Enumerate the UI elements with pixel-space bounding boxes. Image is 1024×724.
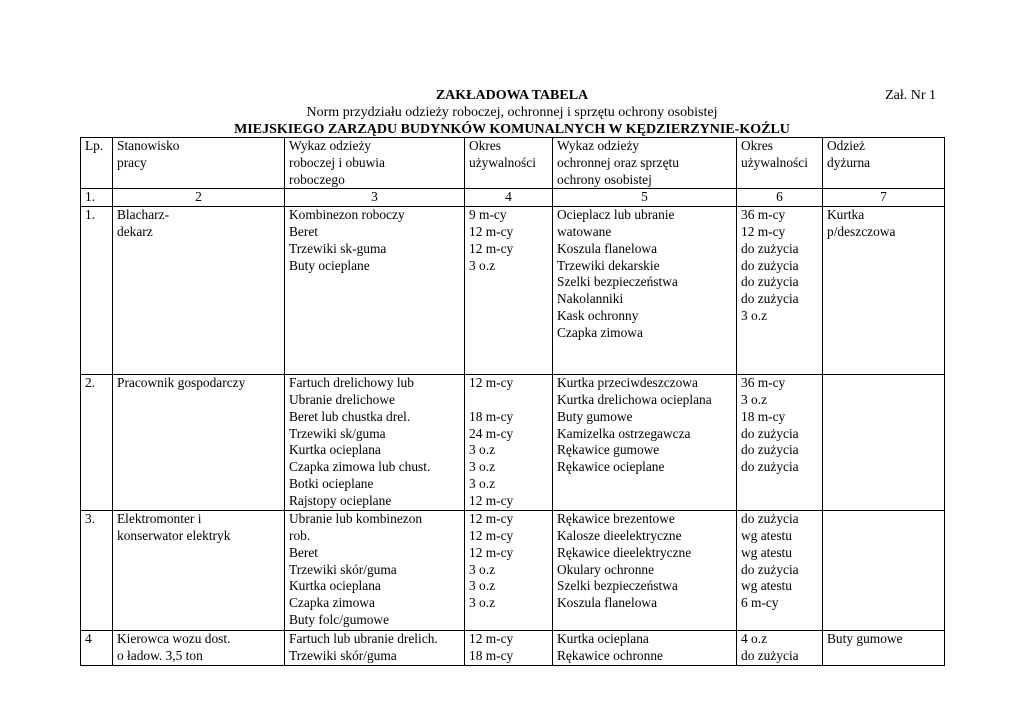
column-header-position-line: Stanowisko — [117, 138, 180, 153]
column-header-work-period-line: Okres — [469, 138, 501, 153]
column-header-lp-line: Lp. — [85, 138, 104, 153]
cell-protective-line: Szelki bezpieczeństwa — [557, 578, 678, 594]
cell-protective-line: Szelki bezpieczeństwa — [557, 274, 678, 290]
cell-protective-line: Okulary ochronne — [557, 561, 655, 577]
cell-protective-line: Rękawice ocieplane — [557, 459, 665, 475]
cell-protective-period-line: do zużycia — [741, 240, 799, 256]
cell-work-clothing-line: Rajstopy ocieplane — [289, 492, 392, 508]
cell-work-period-line: 12 m-cy — [469, 492, 514, 508]
cell-duty-line: Buty gumowe — [827, 631, 903, 647]
table-row — [81, 375, 945, 511]
cell-work-clothing-line: Beret — [289, 223, 318, 239]
cell-work-clothing-line: Kombinezon roboczy — [289, 207, 405, 223]
cell-work-clothing-line: Botki ocieplane — [289, 475, 374, 491]
cell-work-period-line: 3 o.z — [469, 257, 496, 273]
cell-lp-line: 3. — [85, 511, 96, 527]
column-header-protective-line: ochrony osobistej — [557, 171, 652, 187]
cell-protective — [553, 375, 737, 511]
cell-protective — [553, 511, 737, 631]
cell-position — [113, 207, 285, 375]
cell-protective-period-line: do zużycia — [741, 291, 799, 307]
column-header-protective — [553, 138, 737, 189]
cell-work-clothing-line: Beret lub chustka drel. — [289, 408, 411, 424]
cell-protective — [553, 631, 737, 666]
cell-work-clothing-line: Ubranie drelichowe — [289, 391, 395, 407]
cell-protective-period-line: 4 o.z — [741, 631, 768, 647]
cell-work-clothing — [285, 375, 465, 511]
cell-protective-period-line: do zużycia — [741, 257, 799, 273]
cell-lp-line: 4 — [85, 631, 92, 647]
cell-position-line: Pracownik gospodarczy — [117, 375, 246, 391]
cell-position — [113, 511, 285, 631]
cell-protective-period-line: wg atestu — [741, 578, 792, 594]
cell-work-period-line: 9 m-cy — [469, 207, 507, 223]
cell-protective-line: Kurtka ocieplana — [557, 631, 649, 647]
cell-work-clothing-line: rob. — [289, 527, 311, 543]
column-header-duty-line: Odzież — [827, 138, 865, 153]
cell-work-period-line: 3 o.z — [469, 459, 496, 475]
column-header-position — [113, 138, 285, 189]
cell-lp — [81, 375, 113, 511]
column-header-lp — [81, 138, 113, 189]
cell-work-clothing-line: Buty ocieplane — [289, 257, 370, 273]
column-number: 3 — [285, 189, 465, 207]
cell-work-clothing-line: Fartuch drelichowy lub — [289, 375, 414, 391]
column-header-work-clothing-line: roboczego — [289, 171, 345, 187]
cell-duty-line: p/deszczowa — [827, 223, 896, 239]
cell-work-period-line: 12 m-cy — [469, 375, 514, 391]
cell-lp-line: 2. — [85, 375, 96, 391]
cell-work-period-line: 3 o.z — [469, 561, 496, 577]
column-number: 4 — [465, 189, 553, 207]
table-row — [81, 511, 945, 631]
cell-protective-period-line: do zużycia — [741, 442, 799, 458]
column-number: 1. — [81, 189, 113, 207]
cell-protective-line: Nakolanniki — [557, 291, 624, 307]
cell-protective-line: Trzewiki dekarskie — [557, 257, 660, 273]
cell-protective-line: Kalosze dieelektryczne — [557, 527, 682, 543]
cell-work-period-line: 12 m-cy — [469, 240, 514, 256]
cell-protective-period-line: wg atestu — [741, 544, 792, 560]
cell-work-period — [465, 631, 553, 666]
table-row — [81, 631, 945, 666]
column-header-work-period — [465, 138, 553, 189]
cell-position-line: dekarz — [117, 223, 153, 239]
cell-work-period-line: 12 m-cy — [469, 544, 514, 560]
cell-protective-period — [737, 631, 823, 666]
cell-work-period-line: 12 m-cy — [469, 223, 514, 239]
cell-work-clothing-line: Trzewiki skór/guma — [289, 561, 397, 577]
cell-protective-period — [737, 375, 823, 511]
cell-duty — [823, 207, 945, 375]
cell-work-period-line — [469, 392, 548, 409]
cell-work-period-line: 24 m-cy — [469, 425, 514, 441]
cell-work-period-line: 3 o.z — [469, 578, 496, 594]
cell-protective-period-line: do zużycia — [741, 274, 799, 290]
column-header-protective-line: Wykaz odzieży — [557, 138, 640, 153]
cell-work-period-line: 3 o.z — [469, 442, 496, 458]
column-number: 2 — [113, 189, 285, 207]
cell-protective-period-line: 3 o.z — [741, 307, 768, 323]
cell-work-clothing-line: Beret — [289, 544, 318, 560]
cell-work-period-line: 12 m-cy — [469, 527, 514, 543]
column-header-work-period-line: używalności — [469, 154, 536, 170]
cell-protective-period-line: do zużycia — [741, 425, 799, 441]
cell-duty — [823, 511, 945, 631]
cell-protective-line: Kamizelka ostrzegawcza — [557, 425, 691, 441]
cell-protective-period-line: 36 m-cy — [741, 207, 786, 223]
cell-duty — [823, 375, 945, 511]
column-number-row — [81, 189, 945, 207]
column-header-protective-period-line: Okres — [741, 138, 773, 153]
cell-work-period — [465, 207, 553, 375]
cell-work-clothing-line: Czapka zimowa lub chust. — [289, 459, 431, 475]
cell-protective-line: Kask ochronny — [557, 307, 639, 323]
cell-protective — [553, 207, 737, 375]
cell-protective-line: Koszula flanelowa — [557, 240, 658, 256]
cell-position-line: Elektromonter i — [117, 511, 202, 527]
cell-protective-line: Buty gumowe — [557, 408, 633, 424]
cell-position-line: o ładow. 3,5 ton — [117, 647, 203, 663]
cell-work-period — [465, 375, 553, 511]
cell-protective-period-line: do zużycia — [741, 561, 799, 577]
cell-position-line: Kierowca wozu dost. — [117, 631, 231, 647]
cell-protective-line: Koszula flanelowa — [557, 595, 658, 611]
cell-position-line: konserwator elektryk — [117, 527, 231, 543]
column-header-work-clothing — [285, 138, 465, 189]
cell-work-clothing-line: Fartuch lub ubranie drelich. — [289, 631, 438, 647]
cell-protective-period — [737, 511, 823, 631]
cell-work-period — [465, 511, 553, 631]
cell-work-period-line: 18 m-cy — [469, 647, 514, 663]
column-header-work-clothing-line: Wykaz odzieży — [289, 138, 372, 153]
cell-work-period-line: 12 m-cy — [469, 511, 514, 527]
cell-work-period-line: 18 m-cy — [469, 408, 514, 424]
cell-work-clothing-line: Ubranie lub kombinezon — [289, 511, 423, 527]
cell-work-clothing — [285, 207, 465, 375]
cell-protective-line: Kurtka przeciwdeszczowa — [557, 375, 698, 391]
cell-protective-period-line: do zużycia — [741, 647, 799, 663]
cell-work-period-line: 3 o.z — [469, 595, 496, 611]
cell-protective-period-line: 36 m-cy — [741, 375, 786, 391]
cell-protective-line: watowane — [557, 223, 612, 239]
organization-name: MIEJSKIEGO ZARZĄDU BUDYNKÓW KOMUNALNYCH W KĘDZIERZYNIE-KOŹLU — [234, 122, 790, 137]
cell-work-period-line: 12 m-cy — [469, 631, 514, 647]
cell-protective-period-line: do zużycia — [741, 511, 799, 527]
cell-protective-line: Ocieplacz lub ubranie — [557, 207, 675, 223]
cell-lp — [81, 207, 113, 375]
cell-lp-line: 1. — [85, 207, 96, 223]
cell-protective-period-line: 12 m-cy — [741, 223, 786, 239]
cell-protective-period-line: 18 m-cy — [741, 408, 786, 424]
cell-work-clothing — [285, 511, 465, 631]
column-header-duty — [823, 138, 945, 189]
cell-work-clothing-line: Trzewiki sk/guma — [289, 425, 386, 441]
column-number: 7 — [823, 189, 945, 207]
cell-lp — [81, 631, 113, 666]
cell-protective-period-line: wg atestu — [741, 527, 792, 543]
cell-work-clothing — [285, 631, 465, 666]
cell-protective-line: Czapka zimowa — [557, 324, 643, 340]
column-header-work-clothing-line: roboczej i obuwia — [289, 154, 385, 170]
cell-work-clothing-line: Kurtka ocieplana — [289, 578, 381, 594]
cell-work-clothing-line: Trzewiki skór/guma — [289, 647, 397, 663]
table-row — [81, 207, 945, 375]
table-header-row — [81, 138, 945, 189]
cell-protective-line: Rękawice gumowe — [557, 442, 660, 458]
cell-protective-period — [737, 207, 823, 375]
cell-protective-period-line: do zużycia — [741, 459, 799, 475]
cell-protective-line: Kurtka drelichowa ocieplana — [557, 391, 712, 407]
clothing-norm-table — [80, 137, 945, 666]
column-number: 6 — [737, 189, 823, 207]
cell-protective-line: Rękawice ochronne — [557, 647, 663, 663]
cell-work-period-line: 3 o.z — [469, 475, 496, 491]
attachment-number: Zał. Nr 1 — [885, 88, 936, 103]
cell-protective-period-line: 3 o.z — [741, 391, 768, 407]
cell-duty-line: Kurtka — [827, 207, 865, 223]
document-header — [0, 87, 1024, 138]
cell-position — [113, 631, 285, 666]
cell-position — [113, 375, 285, 511]
cell-work-clothing-line: Buty folc/gumowe — [289, 611, 390, 627]
column-header-protective-period-line: używalności — [741, 154, 808, 170]
cell-protective-line: Rękawice brezentowe — [557, 511, 675, 527]
column-header-position-line: pracy — [117, 154, 147, 170]
column-header-duty-line: dyżurna — [827, 154, 871, 170]
column-header-protective-line: ochronnej oraz sprzętu — [557, 154, 679, 170]
cell-protective-line: Rękawice dieelektryczne — [557, 544, 692, 560]
column-header-protective-period — [737, 138, 823, 189]
cell-position-line: Blacharz- — [117, 207, 170, 223]
cell-work-clothing-line: Kurtka ocieplana — [289, 442, 381, 458]
column-number: 5 — [553, 189, 737, 207]
document-title: ZAKŁADOWA TABELA — [435, 88, 589, 103]
cell-work-clothing-line: Trzewiki sk-guma — [289, 240, 387, 256]
cell-work-clothing-line: Czapka zimowa — [289, 595, 375, 611]
cell-protective-period-line: 6 m-cy — [741, 595, 779, 611]
document-subtitle: Norm przydziału odzieży roboczej, ochronnej i sprzętu ochrony osobistej — [306, 105, 718, 120]
cell-lp — [81, 511, 113, 631]
cell-duty — [823, 631, 945, 666]
